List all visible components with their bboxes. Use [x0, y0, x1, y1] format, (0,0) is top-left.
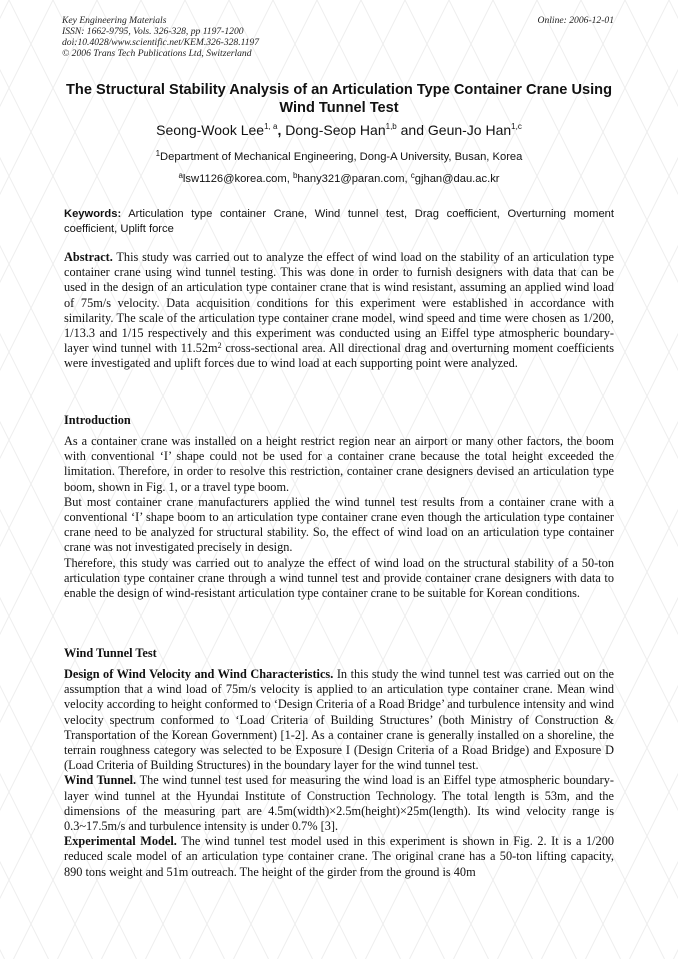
- subsection-label: Design of Wind Velocity and Wind Characteristics.: [64, 667, 334, 681]
- author-separator: ,: [277, 122, 286, 138]
- paragraph: [64, 667, 614, 773]
- affiliation: [50, 150, 628, 164]
- paragraph: [64, 773, 614, 834]
- paper-title: The Structural Stability Analysis of an Articulation Type Container Crane Using Wind Tunnel Test: [65, 82, 612, 116]
- author-name: Seong-Wook Lee: [156, 122, 265, 138]
- subsection-text: In this study the wind tunnel test was carried out on the assumption that a wind load of 75m/s velocity is applied to an articulation type container crane. Mean wind velocity according to height conformed to ‘Design Criteria of a Road Bridge’ and turbulence intensity and wind velocity spectrum conformed to ‘Load Criteria of Building Structures’ (both Ministry of Construction & Transportation of the Korean Government) [1-2]. As a container crane is generally installed on a shoreline, the terrain roughness category was selected to be Exposure I (Design Criteria of a Road Bridge) and Exposure D (Load Criteria of Building Structures) in the boundary layer for the wind tunnel test.: [64, 667, 614, 773]
- subsection-label: Wind Tunnel.: [64, 773, 137, 788]
- abstract-label: Abstract.: [64, 250, 113, 264]
- doi-line: doi:10.4028/www.scientific.net/KEM.326-328.1197: [62, 37, 260, 48]
- keywords-label: Keywords:: [64, 208, 122, 220]
- email-mark: c: [410, 171, 415, 180]
- author-name: Geun-Jo Han: [427, 122, 512, 138]
- copyright-line: © 2006 Trans Tech Publications Ltd, Switzerland: [62, 48, 252, 59]
- paragraph: As a container crane was installed on a height restrict region near an airport or many other factors, the boom with conventional ‘I’ shape could not be used for a container crane because the total height exceeded the limitation. Therefore, in order to resolve this restriction, container crane designers devised an articulation type boom, shown in Fig. 1, or a travel type boom.: [64, 434, 614, 494]
- keywords: [64, 207, 614, 236]
- keywords-text: Articulation type container Crane, Wind tunnel test, Drag coefficient, Overturning moment coefficient, Uplift force: [64, 208, 615, 235]
- subsection-label: Experimental Model.: [64, 834, 177, 849]
- paragraph: But most container crane manufacturers applied the wind tunnel test results from a container crane with a conventional ‘I’ shape boom to an articulation type container crane even though the articulation type container crane need to be analyzed for structural stability. So, the effect of wind load on an articulation type container crane was not investigated precisely in design.: [64, 494, 614, 555]
- abstract: [64, 250, 614, 372]
- abstract-text: cross-sectional area. All directional drag and overturning moment coefficients were investigated and uplift forces due to wind load at each supporting point were analyzed.: [64, 341, 614, 371]
- issn-line: ISSN: 1662-9795, Vols. 326-328, pp 1197-1200: [62, 26, 244, 37]
- email-address[interactable]: lsw1126@korea.com: [182, 173, 287, 185]
- author-affil-mark: 1,c: [511, 122, 522, 131]
- affiliation-text: Department of Mechanical Engineering, Dong-A University, Busan, Korea: [160, 151, 523, 163]
- journal-name: Key Engineering Materials: [62, 15, 167, 26]
- wind-tunnel-test-heading: Wind Tunnel Test: [64, 646, 157, 660]
- author-separator: and: [396, 122, 428, 138]
- email-address[interactable]: hany321@paran.com: [297, 173, 405, 185]
- introduction-body: [64, 434, 614, 601]
- wind-tunnel-test-body: [64, 667, 614, 880]
- email-mark: a: [178, 171, 183, 180]
- email-separator: ,: [286, 173, 293, 185]
- subsection-text: The wind tunnel test used for measuring the wind load is an Eiffel type atmospheric boundary-layer wind tunnel at the Hyundai Institute of Construction Technology. The total length is 53m, and the dimensions of the measuring part are 4.5m(width)×2.5m(height)×25m(length). Its wind velocity range is 0.3~17.5m/s and turbulence intensity is under 0.7% [3].: [64, 773, 614, 834]
- email-separator: ,: [404, 173, 411, 185]
- email-list: [50, 172, 628, 186]
- abstract-superscript: 2: [217, 341, 222, 351]
- author-affil-mark: 1,b: [385, 122, 397, 131]
- abstract-text: This study was carried out to analyze the effect of wind load on the stability of an articulation type container crane using wind tunnel testing. This was done in order to furnish designers with data that can be used in the design of an articulation type container crane that is wind resistant, assuming an applied wind load of 75m/s velocity. Data acquisition conditions for this experiment were established in accordance with similarity. The scale of the articulation type container crane model, wind speed and time were chosen as 1/200, 1/13.3 and 1/15 respectively and this experiment was conducted using an Eiffel type atmospheric boundary-layer wind tunnel with 11.52m: [64, 250, 614, 356]
- paragraph: Therefore, this study was carried out to analyze the effect of wind load on the structural stability of a 50-ton articulation type container crane through a wind tunnel test and provide container crane designers with data to enable the design of wind-resistant articulation type container crane to be suitable for Korean conditions.: [64, 555, 614, 601]
- journal-header: [62, 15, 422, 59]
- paragraph: [64, 834, 614, 880]
- subsection-text: The wind tunnel test model used in this experiment is shown in Fig. 2. It is a 1/200 reduced scale model of an articulation type container crane. The original crane has a 50-ton lifting capacity, 890 tons weight and 51m outreach. The height of the girder from the ground is 40m: [64, 834, 615, 879]
- affiliation-mark: 1: [155, 149, 161, 158]
- author-name: Dong-Seop Han: [285, 122, 386, 138]
- email-mark: b: [292, 171, 298, 180]
- author-affil-mark: 1, a: [264, 122, 278, 131]
- email-address[interactable]: gjhan@dau.ac.kr: [414, 173, 500, 185]
- introduction-heading: Introduction: [64, 413, 131, 427]
- author-list: [50, 121, 628, 139]
- online-date: Online: 2006-12-01: [537, 15, 614, 26]
